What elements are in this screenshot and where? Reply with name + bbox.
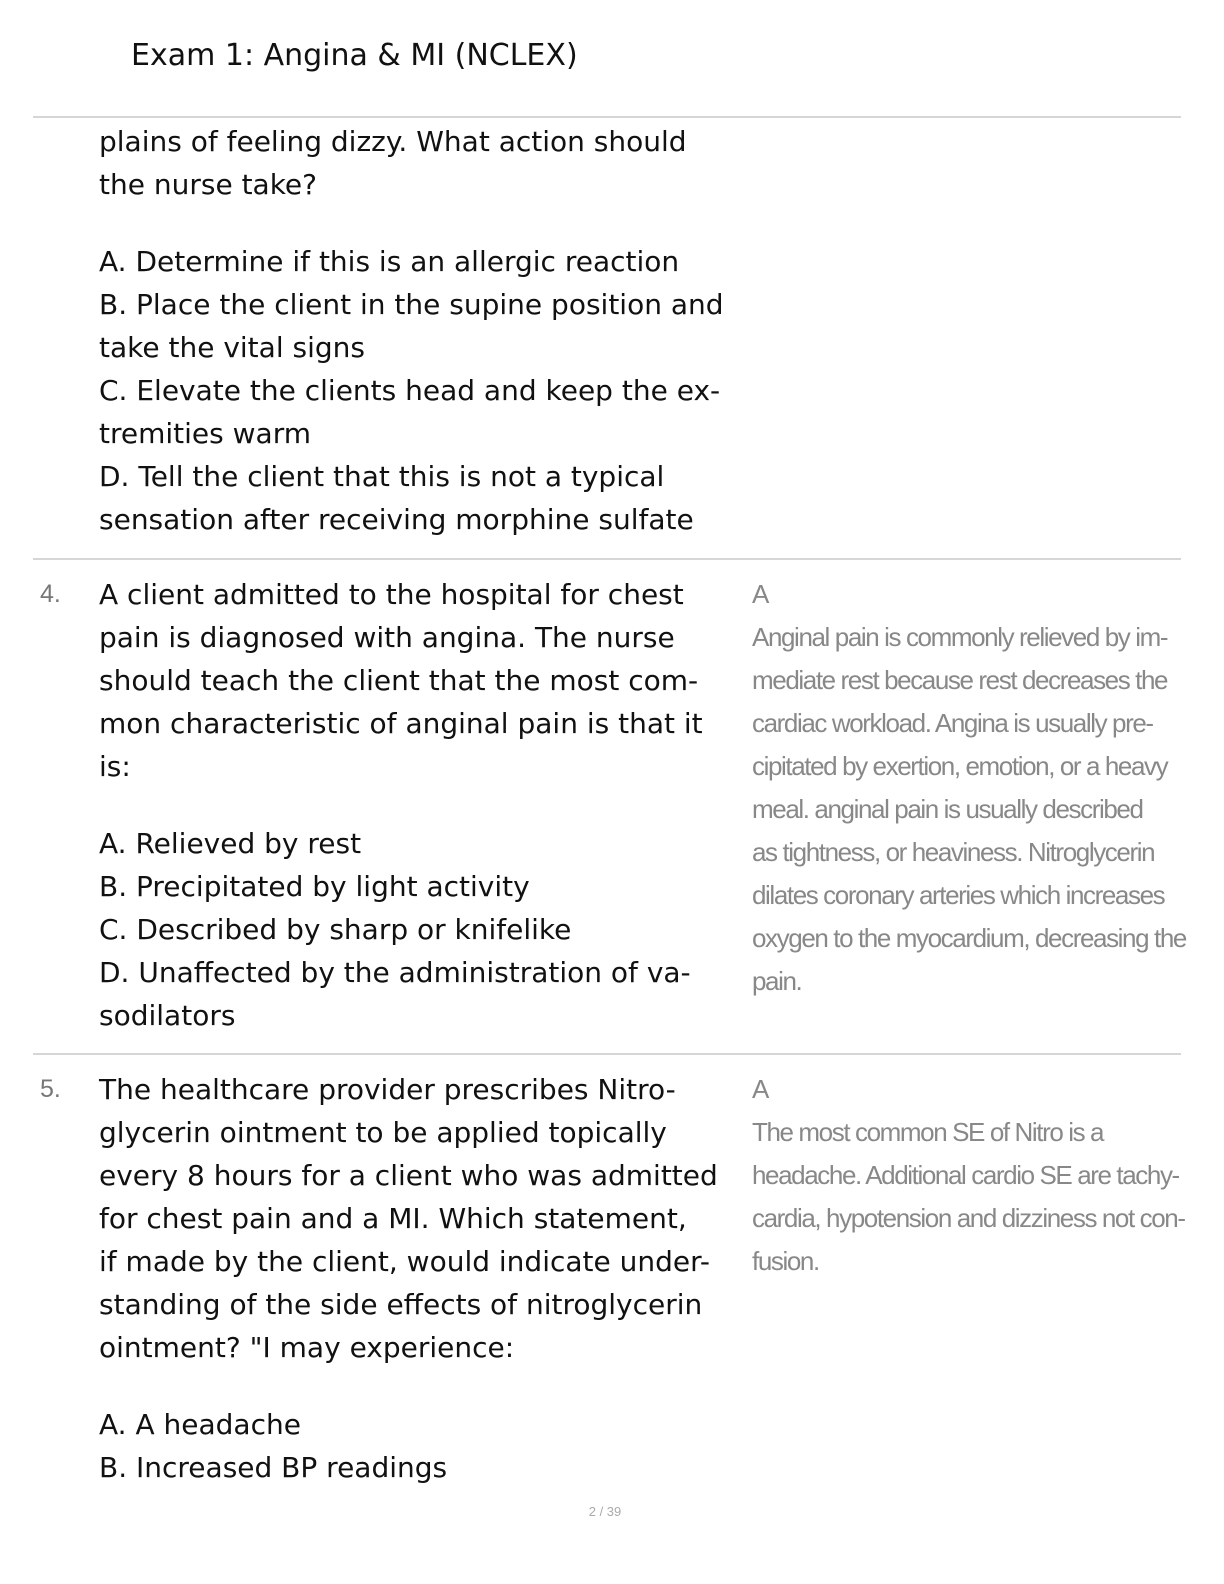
rationale-line: cipitated by exertion, emotion, or a heavy [752, 751, 1168, 781]
option-line: C. Elevate the clients head and keep the ex- [99, 374, 721, 407]
answer-options [99, 1403, 759, 1489]
option-line: B. Place the client in the supine position and [99, 288, 724, 321]
option-line: A. Determine if this is an allergic reaction [99, 245, 680, 278]
option-line: take the vital signs [99, 331, 365, 364]
rationale-line: oxygen to the myocardium, decreasing the [752, 923, 1186, 953]
stem-line: The healthcare provider prescribes Nitro- [99, 1073, 676, 1106]
stem-line: for chest pain and a MI. Which statement, [99, 1202, 687, 1235]
question-stem [99, 1068, 759, 1369]
option-line: A. Relieved by rest [99, 827, 362, 860]
divider [33, 1053, 1181, 1055]
rationale-line: cardia, hypotension and dizziness not con- [752, 1203, 1185, 1233]
option-line: B. Increased BP readings [99, 1451, 448, 1484]
question-number: 5. [40, 1075, 61, 1103]
stem-line: ointment? "I may experience: [99, 1331, 515, 1364]
rationale-line: dilates coronary arteries which increases [752, 880, 1165, 910]
option-line: A. A headache [99, 1408, 301, 1441]
rationale-line: meal. anginal pain is usually described [752, 794, 1143, 824]
question-5 [99, 1068, 759, 1489]
divider [33, 558, 1181, 560]
option-line: C. Described by sharp or knifelike [99, 913, 572, 946]
correct-answer: A [752, 1074, 768, 1104]
rationale-line: The most common SE of Nitro is a [752, 1117, 1104, 1147]
question-stem [99, 120, 759, 206]
rationale-line: pain. [752, 966, 802, 996]
option-line: D. Unaffected by the administration of va- [99, 956, 691, 989]
page-number: 2 / 39 [588, 1504, 622, 1519]
stem-line: is: [99, 750, 131, 783]
option-line: D. Tell the client that this is not a typical [99, 460, 665, 493]
stem-line: plains of feeling dizzy. What action should [99, 125, 687, 158]
question-3-continued [99, 120, 759, 541]
option-line: B. Precipitated by light activity [99, 870, 530, 903]
stem-line: glycerin ointment to be applied topically [99, 1116, 667, 1149]
question-stem [99, 573, 759, 788]
divider [33, 116, 1181, 118]
rationale-line: Anginal pain is commonly relieved by im- [752, 622, 1168, 652]
rationale-line: fusion. [752, 1246, 819, 1276]
stem-line: pain is diagnosed with angina. The nurse [99, 621, 675, 654]
stem-line: every 8 hours for a client who was admitted [99, 1159, 718, 1192]
answer-options [99, 822, 759, 1037]
option-line: tremities warm [99, 417, 311, 450]
question-number: 4. [40, 580, 61, 608]
option-line: sodilators [99, 999, 236, 1032]
rationale-line: as tightness, or heaviness. Nitroglycerin [752, 837, 1155, 867]
stem-line: standing of the side effects of nitroglycerin [99, 1288, 703, 1321]
stem-line: mon characteristic of anginal pain is that it [99, 707, 703, 740]
stem-line: the nurse take? [99, 168, 318, 201]
option-line: sensation after receiving morphine sulfate [99, 503, 694, 536]
rationale-line: cardiac workload. Angina is usually pre- [752, 708, 1153, 738]
rationale-line: headache. Additional cardio SE are tachy- [752, 1160, 1179, 1190]
answer-rationale [752, 573, 1186, 1003]
answer-options [99, 240, 759, 541]
correct-answer: A [752, 579, 768, 609]
rationale-line: mediate rest because rest decreases the [752, 665, 1168, 695]
question-4 [99, 573, 759, 1037]
stem-line: if made by the client, would indicate under- [99, 1245, 710, 1278]
answer-rationale [752, 1068, 1185, 1283]
stem-line: A client admitted to the hospital for chest [99, 578, 684, 611]
page-title: Exam 1: Angina & MI (NCLEX) [131, 38, 578, 73]
stem-line: should teach the client that the most com- [99, 664, 699, 697]
